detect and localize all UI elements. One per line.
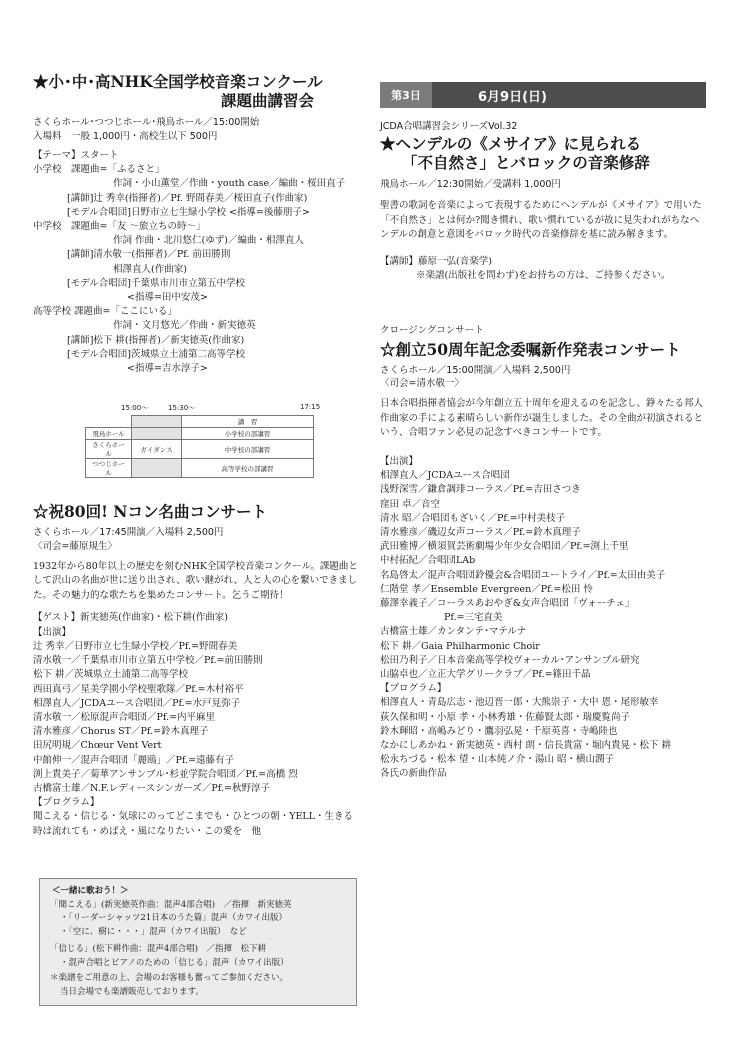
time-1530: 15:30～ — [168, 404, 196, 412]
list-item: 清水雅彦／Chorus ST／Pf.=鈴木真理子 — [33, 726, 209, 738]
ncon-program-line: 時は流れても・めばえ・風になりたい・この愛を 他 — [33, 825, 262, 837]
time-1500: 15:00～ — [121, 404, 149, 412]
nhk-lecture-details — [33, 149, 363, 376]
schedule-header: 講 習 — [182, 416, 314, 428]
ncon-concert-section — [33, 502, 363, 839]
high-instructor: <指導=吉水淳子> — [127, 363, 208, 375]
sing-along-line: ・「空に、樹に・・・」混声（カワイ出版） など — [60, 926, 247, 937]
list-item: 名島啓太／混声合唱団鈴優会&合唱団ユートライ／Pf.=太田由美子 — [380, 569, 666, 581]
messiah-note: ※楽譜(出版社を問わず)をお持ちの方は、ご持参ください。 — [416, 269, 671, 281]
day3-header — [380, 82, 706, 108]
list-item: 松田乃利子／日本音楽高等学校ヴォーカル･アンサンブル研究 — [380, 654, 640, 666]
messiah-venue: 飛鳥ホール／12:30開始／受講料 1,000円 — [380, 178, 561, 190]
schedule-row — [86, 459, 314, 478]
messiah-title-1: ★ヘンデルの《メサイア》に見られる — [380, 133, 642, 153]
list-item: 中村拓紀／合唱団LAb — [380, 555, 476, 567]
nhk-lecture-venue: さくらホール･つつじホール･飛鳥ホール／15:00開始 — [33, 117, 260, 128]
ncon-guest: 【ゲスト】新実徳英(作曲家)・松下耕(作曲家) — [33, 612, 228, 624]
nhk-lecture-fee: 入場料 一般 1,000円・高校生以下 500円 — [33, 130, 218, 142]
list-item: 清水雅彦／磯辺女声コーラス／Pf.=鈴木真理子 — [380, 527, 581, 538]
ncon-performers-heading: 【出演】 — [33, 626, 72, 638]
elementary-piece: 小学校 課題曲=「ふるさと」 — [33, 164, 165, 176]
list-item: 田尻明規／Chœur Vent Vert — [33, 740, 162, 752]
list-item: 中館伸一／混声合唱団「麗鴎」／Pf.=遠藤有子 — [33, 754, 235, 766]
anniversary-lineup — [380, 455, 706, 782]
sing-along-line: ・混声合唱とピアノのための「信じる」混声（カワイ出版） — [60, 957, 289, 968]
ncon-concert-venue: さくらホール／17:45開演／入場料 2,500円 — [33, 527, 224, 538]
anniversary-concert-title: ☆創立50周年記念委嘱新作発表コンサート — [380, 339, 681, 359]
sing-along-line: 「聞こえる」(新実徳英作曲：混声4部合唱) ／指揮 新実徳英 — [50, 899, 292, 910]
nhk-lecture-section — [33, 72, 363, 376]
high-lecturers: [講師]松下 耕(指揮者)／新実徳英(作曲家) — [67, 334, 245, 346]
schedule-table-block — [85, 403, 325, 478]
sing-along-line: ・「リーダーシャッツ21日本のうた篇」混声（カワイ出版） — [60, 913, 287, 923]
date-label: 6月9日(日) — [478, 89, 547, 105]
elementary-credits: 作詞・小山薫堂／作曲・youth case／編曲・桜田直子 — [113, 178, 346, 190]
junior-lecturer-2: 相澤直人(作曲家) — [113, 263, 187, 275]
list-item: 浅野深雪／鎌倉調琲コーラス／Pf.=吉田さつき — [380, 484, 581, 496]
anniversary-concert-venue: さくらホール／15:00開演／入場料 2,500円 — [380, 364, 571, 376]
list-item: 渕上貴美子／菊華アンサンブル･杉並学院合唱団／Pf.=高橋 烈 — [33, 768, 298, 780]
anniversary-program-line: 鈴木輝昭・高嶋みどり・鷹羽弘晃・千原英喜・寺嶋陸也 — [380, 725, 618, 737]
theme-line: 【テーマ】スタート — [33, 150, 119, 161]
anniversary-program-line: 相澤直人・青島広志・池辺晋一郎・大熊崇子・大中 恩・尾形敏幸 — [380, 697, 659, 709]
high-piece: 高等学校 課題曲=「ここにいる」 — [33, 306, 177, 318]
schedule-lecture: 高等学校の部講習 — [182, 459, 314, 478]
list-item: 古橋富士雄／カンタンテ･マテルナ — [380, 626, 527, 638]
schedule-lecture: 中学校の部講習 — [182, 440, 314, 459]
list-item: 清水 昭／合唱団もざいく／Pf.=中村美枝子 — [380, 512, 566, 524]
messiah-lecture-section — [380, 120, 706, 283]
list-item: 辻 秀幸／日野市立七生緑小学校／Pf.=野間春美 — [33, 640, 238, 652]
anniversary-concert-description: 日本合唱指揮者協会が今年創立五十周年を迎えるのを記念し、錚々たる邦人作曲家の手による素晴らしい新作が誕生しました。その全曲が初演されるという、合唱ファン必見の記念すべきコンサートです。 — [380, 398, 704, 439]
ncon-concert-title: ☆祝80回! Nコン名曲コンサート — [33, 502, 267, 521]
anniversary-program-line: 荻久保和明・小原 孝・小林秀雄・佐藤賢太郎・瑞慶覧尚子 — [380, 711, 631, 723]
high-model-choir: [モデル合唱団]茨城県立土浦第二高等学校 — [67, 348, 245, 360]
list-item: 清水敬一／松原混声合唱団／Pf.=内平麻里 — [33, 711, 216, 723]
junior-lecturers: [講師]清水敬一(指揮者)／Pf. 前田勝則 — [67, 249, 231, 261]
day-label: 第3日 — [380, 82, 432, 108]
nhk-lecture-title-2: 課題曲講習会 — [221, 91, 315, 110]
messiah-series: JCDA合唱講習会シリーズVol.32 — [380, 121, 518, 132]
sing-along-line: 「信じる」(松下耕作曲：混声4部合唱) ／指揮 松下耕 — [50, 944, 267, 954]
list-item: 松下 耕／Gaia Philharmonic Choir — [380, 640, 540, 652]
junior-credits: 作詞 作曲・北川悠仁(ゆず)／編曲・相澤直人 — [113, 235, 304, 247]
schedule-hall: つつじホール — [86, 459, 132, 478]
ncon-program-heading: 【プログラム】 — [33, 797, 100, 809]
time-1715: 17:15 — [300, 403, 321, 411]
anniversary-program-heading: 【プログラム】 — [380, 683, 447, 695]
elementary-lecturers: [講師]辻 秀幸(指揮者)／Pf. 野間春美／桜田直子(作曲家) — [67, 192, 308, 204]
list-item: 清水敬一／千葉県市川市立第五中学校／Pf.=前田勝則 — [33, 655, 263, 667]
anniversary-program-line: 各氏の新曲作品 — [380, 768, 447, 780]
list-item: 相澤直人／JCDAユース合唱団／Pf.=水戸見弥子 — [33, 697, 241, 709]
sing-along-title: ＜一緒に歌おう！＞ — [52, 886, 129, 896]
anniversary-performers-heading: 【出演】 — [380, 455, 419, 467]
sing-along-note: ＊楽譜をご用意の上、会場のお客様も奮ってご参加ください。 — [50, 973, 289, 983]
list-item: 武田雅博／横須賀芸術劇場少年少女合唱団／Pf.=渕上千里 — [380, 541, 629, 553]
list-item: 相澤直人／JCDAユース合唱団 — [380, 470, 510, 482]
messiah-lecturer: 【講師】藤原一弘(音楽学) — [380, 255, 492, 267]
list-item: 藤澤幸義子／コーラスあおやぎ&女声合唱団「ヴォーチェ」 — [380, 598, 635, 610]
list-item: Pf.=三宅直美 — [444, 612, 503, 624]
schedule-row — [86, 440, 314, 459]
closing-concert-label: クロージングコンサート — [380, 325, 484, 336]
nhk-lecture-title-1: ★小･中･高NHK全国学校音楽コンクール — [33, 72, 323, 91]
junior-piece: 中学校 課題曲=「友 ～旅立ちの時～」 — [33, 221, 206, 233]
elementary-model-choir: [モデル合唱団]日野市立七生緑小学校 <指導=後藤朋子> — [67, 206, 310, 218]
list-item: 仁階堂 孝／Ensemble Evergreen／Pf.=松田 怜 — [380, 583, 593, 595]
list-item: 窪田 卓／音空 — [380, 498, 441, 510]
anniversary-program-line: 松永ちづる・松本 望・山本純ノ介・湯山 昭・横山潤子 — [380, 754, 614, 766]
ncon-concert-lineup — [33, 611, 363, 838]
ncon-concert-mc: 〈司会=藤原規生〉 — [33, 540, 117, 552]
list-item: 松下 耕／茨城県立土浦第二高等学校 — [33, 669, 189, 681]
sing-along-box — [39, 878, 357, 1006]
schedule-row — [86, 428, 314, 440]
anniversary-program-line: なかにしあかね・新実徳英・西村 朗・信長貴富・堀内貴晃・松下 耕 — [380, 740, 672, 752]
high-credits: 作詞・文月悠光／作曲・新実徳英 — [113, 320, 256, 332]
messiah-description: 聖書の歌詞を音楽によって表現するためにヘンデルが《メサイア》で用いた「不自然さ」とは何か?聞き慣れ、歌い慣れているが故に見失われがちなヘンデルの創意と意図をバロック時代の音楽修辞を基に読み解きます。 — [380, 200, 702, 241]
schedule-timeline — [85, 403, 325, 415]
schedule-lecture: 小学校の部講習 — [182, 428, 314, 440]
list-item: 山脇卓也／立正大学グリークラブ／Pf.=篠田千晶 — [380, 669, 591, 681]
schedule-hall: さくらホール — [86, 440, 132, 459]
schedule-hall: 飛鳥ホール — [86, 428, 132, 440]
ncon-program-line: 聞こえる・信じる・気球にのってどこまでも・ひとつの朝・YELL・生きる — [33, 811, 354, 823]
list-item: 古橋富士雄／N.F.レディースシンガーズ／Pf.=秋野淳子 — [33, 782, 270, 794]
schedule-table — [85, 415, 314, 478]
sing-along-note: 当日会場でも楽譜販売しております。 — [60, 986, 204, 997]
junior-model-choir: [モデル合唱団]千葉県市川市立第五中学校 — [67, 277, 245, 289]
schedule-guidance: ガイダンス — [132, 440, 182, 459]
messiah-title-2: 「不自然さ」とバロックの音楽修辞 — [402, 152, 650, 172]
anniversary-concert-mc: 〈司会=清水敬一〉 — [380, 378, 464, 389]
ncon-concert-description: 1932年から80年以上の歴史を刻むNHK全国学校音楽コンクール。課題曲として沢山の名曲が世に送り出され、歌い継がれ、人と人の心を繋いできました。その魅力的な歌たちを集めたコンサート。乞うご期待！ — [33, 560, 358, 601]
anniversary-concert-section — [380, 324, 706, 782]
junior-instructor: <指導=田中安茂> — [127, 292, 208, 304]
list-item: 西田真弓／星美学園小学校聖歌隊／Pf.=木村裕平 — [33, 683, 244, 695]
